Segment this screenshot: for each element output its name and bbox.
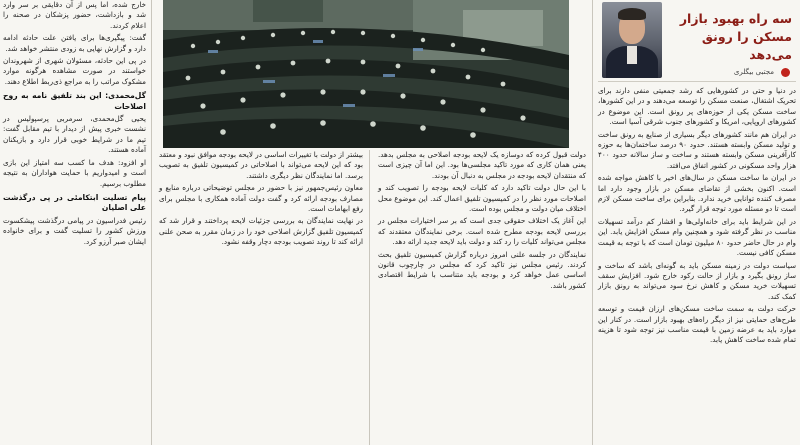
paragraph: نمایندگان در جلسه علنی امروز درباره گزارش کمیسیون تلفیق بحث کردند. رئیس مجلس نیز تاکید کرد که مجلس در چارچوب قانون اساسی عمل خواهد کرد و بودجه باید متناسب با شرایط اقتصادی کشور باشد.	[378, 249, 586, 290]
paragraph: او افزود: هدف ما کسب سه امتیاز این بازی است و امیدواریم با حمایت هواداران به نتیجه مطلوب برسیم.	[3, 157, 146, 188]
paragraph: گفت: پیگیری‌ها برای یافتن علت حادثه ادامه دارد و گزارش نهایی به زودی منتشر خواهد شد.	[3, 33, 146, 53]
paragraph: در دنیا و حتی در کشورهایی که رشد جمعیتی منفی دارند برای تحریک اشتغال، صنعت مسکن را توسعه می‌دهند و در این کشورها، ساخت مسکن یکی از حوزه‌های پر رونق است. این موضوع در کشورهای اروپایی، امریکا و کشورهای جنوب شرقی آسیا است.	[598, 86, 796, 127]
paragraph: بیشتر از دولت با تغییرات اساسی در لایحه بودجه موافق نبود و معتقد بود که این لایحه می‌تواند با اصلاحاتی در کمیسیون تلفیق به تصویب برسد. اما نمایندگان نظر دیگری داشتند.	[159, 150, 363, 180]
paragraph: این آغاز یک اختلاف حقوقی جدی است که بر سر اختیارات مجلس در بررسی لایحه بودجه مطرح شده است. برخی نمایندگان معتقدند که مجلس می‌تواند کلیات را رد کند و دولت باید لایحه جدید ارائه دهد.	[378, 216, 586, 247]
column-divider	[151, 0, 152, 445]
feature-box	[598, 0, 796, 82]
paragraph: حرکت دولت به سمت ساخت مسکن‌های ارزان قیمت و توسعه طرح‌های حمایتی نیز از دیگر راه‌های بهبود بازار است. در کنار این موارد باید به عرضه زمین با قیمت مناسب نیز توجه شود تا هزینه تمام شده ساخت کاهش یابد.	[598, 304, 796, 345]
paragraph: در ایران هم مانند کشورهای دیگر بسیاری از صنایع به رونق ساخت و تولید مسکن وابسته هستند. حدود ۹۰ درصد ساختمان‌ها به حوزه کارآفرینی مسکن وابسته هستند و ساخت و ساز سالانه حدود ۴۰۰ هزار واحد مسکونی در کشور اتفاق می‌افتد.	[598, 129, 796, 170]
byline: مجتبی بیگلری	[733, 67, 774, 76]
parliament-photo	[163, 0, 569, 148]
section-subhead: گل‌محمدی: این بند تلفیق نامه به روح اصلاحات	[3, 91, 146, 111]
paragraph: سیاست دولت در زمینه مسکن باید به گونه‌ای باشد که ساخت و ساز رونق بگیرد و بازار از حالت رکود خارج شود. افزایش سقف تسهیلات خرید مسکن و کاهش نرخ سود می‌تواند به رونق بازار کمک کند.	[598, 260, 796, 301]
paragraph: با این حال دولت تاکید دارد که کلیات لایحه بودجه را تصویب کند و اصلاحات مورد نظر را در کمیسیون تلفیق اعمال کند. این موضوع محل اختلاف میان دولت و مجلس بوده است.	[378, 183, 586, 214]
column-feature	[594, 0, 800, 445]
column-divider	[369, 150, 370, 445]
column-parliament-right	[374, 150, 590, 445]
section-subhead: پیام تسلیت ابتکامئی در پی درگذشت علی اصلیان	[3, 192, 146, 213]
byline-marker-icon	[781, 68, 790, 77]
paragraph: دولت قبول کرده که دوسازه یک لایحه بودجه اصلاحی به مجلس بدهد. یعنی همان کاری که مورد تاکید مجلسی‌ها بود. این اما آن چیزی است که منتقدان لایحه بودجه در مجلس به دنبال آن بودند.	[378, 150, 586, 180]
paragraph: در ایران ما ساخت مسکن در سال‌های اخیر با کاهش مواجه شده است. اکنون بخشی از تقاضای مسکن در بازار وجود دارد اما مصرف کننده توانایی خرید ندارد. بنابراین برای ساخت مسکن لازم است تا دو مسئله مورد توجه قرار گیرد.	[598, 173, 796, 214]
column-parliament-left	[155, 150, 367, 445]
author-portrait	[602, 2, 662, 78]
paragraph: در پی این حادثه، مسئولان شهری از شهروندان خواستند در صورت مشاهده هرگونه موارد مشکوک مراتب را به مراجع ذی‌ربط اطلاع دهند.	[3, 56, 146, 86]
paragraph: خارج شده، اما پس از آن دقایقی بر سر وارد شد و بازداشت، حضور پزشکان در صحنه را اعلام کردند.	[3, 0, 146, 30]
paragraph: معاون رئیس‌جمهور نیز با حضور در مجلس توضیحاتی درباره منابع و مصارف بودجه ارائه کرد و گفت دولت آماده همکاری با مجلس برای رفع ابهامات است.	[159, 183, 363, 214]
paragraph: یحیی گل‌محمدی، سرمربی پرسپولیس در نشست خبری پیش از دیدار با تیم مقابل گفت: تیم ما در شرایط خوبی قرار دارد و بازیکنان آماده هستند.	[3, 114, 146, 155]
column-news-left	[0, 0, 149, 445]
column-divider	[592, 0, 593, 445]
paragraph: در نهایت نمایندگان به بررسی جزئیات لایحه پرداختند و قرار شد که کمیسیون تلفیق گزارش اصلاحی خود را در زمان مقرر به صحن علنی ارائه کند تا روند تصویب بودجه دچار وقفه نشود.	[159, 216, 363, 247]
feature-headline: سه راه بهبود بازار مسکن را رونق می‌دهد	[679, 11, 792, 62]
paragraph: در این شرایط باید برای خانه‌اولی‌ها و اقشار کم درآمد تسهیلات مناسب در نظر گرفته شود و همچنین وام مسکن افزایش یابد. این وام در حال حاضر حدود ۸۰ میلیون تومان است که با توجه به قیمت مسکن کافی نیست.	[598, 216, 796, 258]
paragraph: رئیس فدراسیون در پیامی درگذشت پیشکسوت ورزش کشور را تسلیت گفت و برای خانواده ایشان صبر آرزو کرد.	[3, 215, 146, 246]
